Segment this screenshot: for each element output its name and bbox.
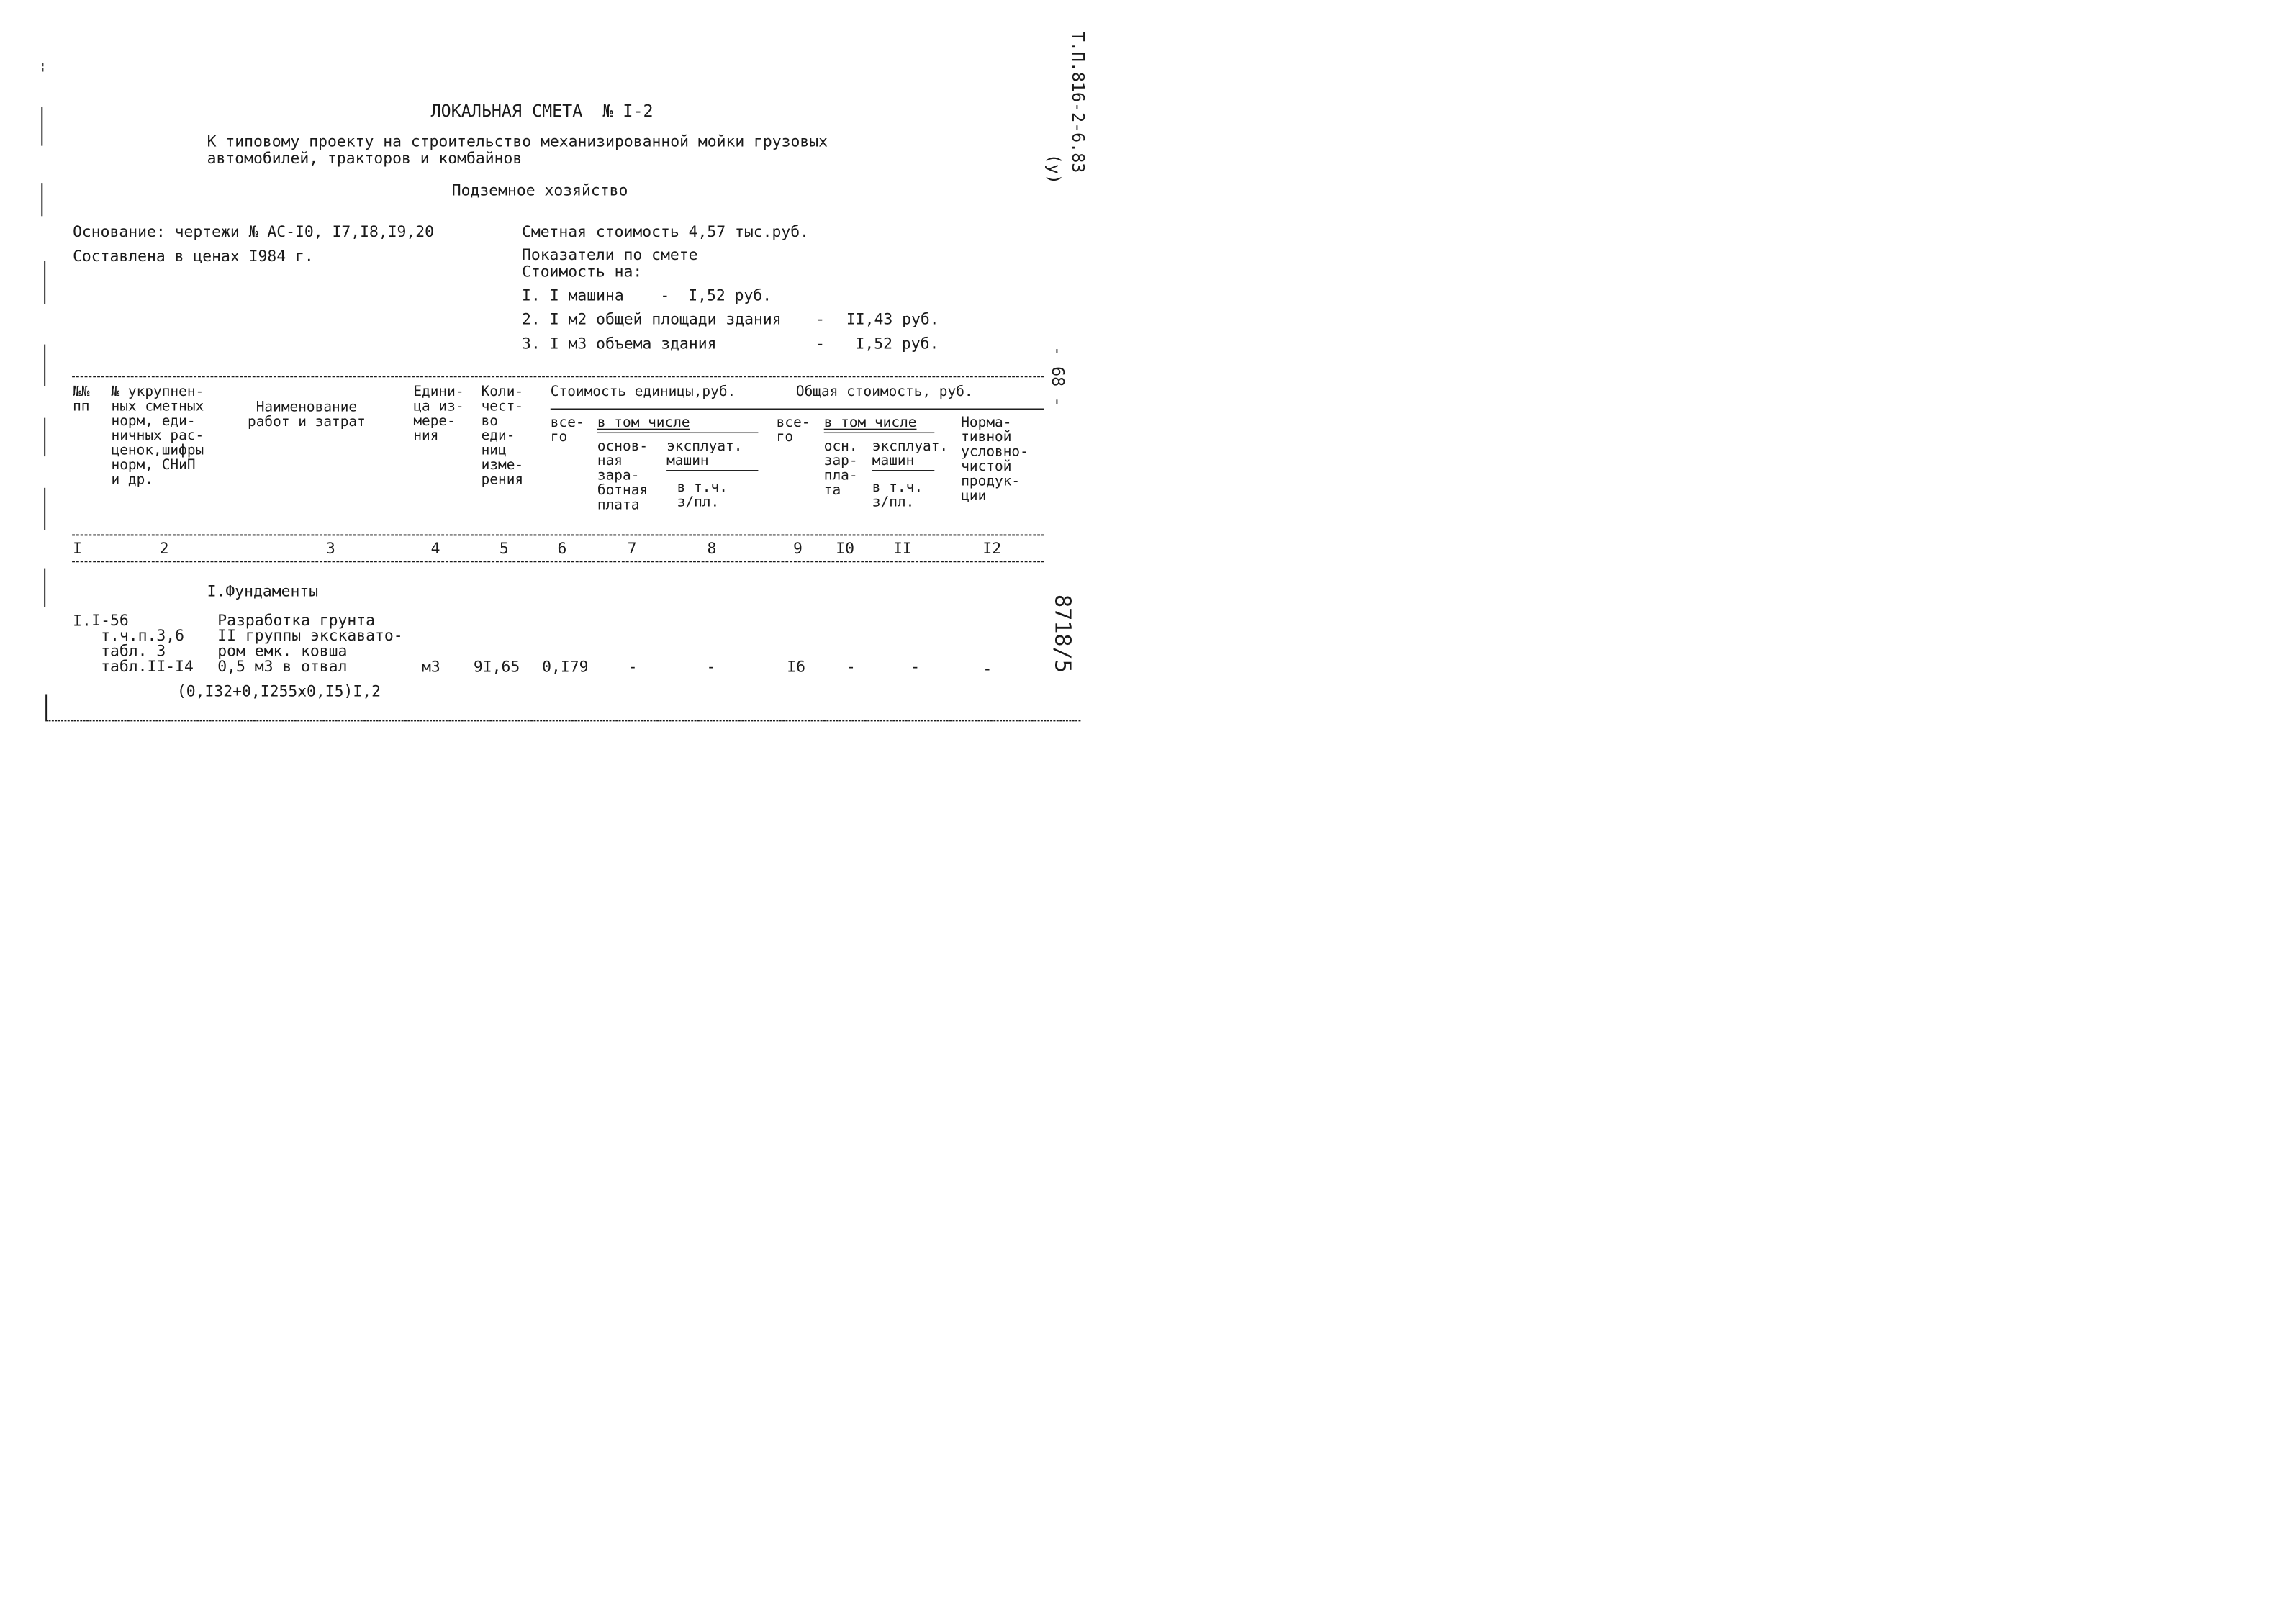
header-group-rule [551, 409, 1044, 410]
prices-text: Составлена в ценах I984 г. [73, 247, 314, 266]
column-number: I2 [982, 539, 1002, 558]
header-unit-cost: Стоимость единицы,руб. [550, 383, 736, 399]
header-total-cost: Общая стоимость, руб. [795, 383, 973, 399]
margin-mark [44, 569, 45, 607]
header-total-incl: в том числе [823, 414, 917, 430]
header-machines2-rule [872, 470, 934, 471]
margin-mark [44, 488, 45, 530]
indicator-no: 2. [521, 309, 541, 328]
header-normative: Норма- тивной условно- чистой продук- ции [961, 414, 1029, 504]
header-unit: Едини- ца из- мере- ния [413, 383, 464, 444]
column-number: 8 [707, 539, 717, 558]
page-bottom-rule [45, 720, 1080, 721]
column-number: II [892, 539, 912, 558]
document-title: ЛОКАЛЬНАЯ СМЕТА № I-2 [430, 101, 654, 121]
row-unit-cost-wage: - [628, 657, 638, 676]
row-formula: (0,I32+0,I255х0,I5)I,2 [176, 682, 381, 700]
row-work-name: Разработка грунта II группы экскавато- ром емк. ковша 0,5 м3 в отвал [217, 611, 403, 676]
margin-mark [45, 694, 47, 720]
page-number: - 68 - [1048, 346, 1068, 407]
basis-text: Основание: чертежи № АС-I0, I7,I8,I9,20 [73, 222, 435, 241]
column-number: 5 [499, 539, 509, 558]
header-osn-wage: осн. зар- пла- та [823, 438, 858, 498]
header-incl-wage: в т.ч. з/пл. [677, 479, 728, 510]
header-unit-all: все- го [550, 414, 584, 445]
indicators-title: Показатели по смете [521, 245, 698, 264]
column-number: I0 [836, 539, 855, 558]
document-subtitle-line2: автомобилей, тракторов и комбайнов [207, 149, 523, 168]
estimated-cost: Сметная стоимость 4,57 тыс.руб. [521, 222, 809, 241]
table-top-rule [72, 376, 1044, 377]
column-number: 9 [792, 539, 803, 558]
header-quantity: Коли- чест- во еди- ниц изме- рения [481, 383, 524, 488]
row-total-wage: - [846, 657, 856, 676]
archive-number: 8718/5 [1050, 594, 1076, 673]
section-title: Подземное хозяйство [451, 181, 628, 199]
column-number: 6 [557, 539, 567, 558]
header-machines: эксплуат. машин [666, 438, 743, 469]
row-norm-code: I-56 т.ч.п.3,6 табл. 3 табл.II-I4 [91, 611, 194, 676]
row-unit: м3 [421, 657, 440, 676]
header-incl-wage2: в т.ч. з/пл. [872, 479, 923, 510]
document-code: Т.П.816-2-6.83 [1068, 31, 1088, 173]
column-number: 2 [159, 539, 169, 558]
indicator-text: I м3 объема здания [549, 334, 717, 353]
indicator-text: I машина [549, 286, 624, 304]
column-number: 4 [430, 539, 440, 558]
header-bottom-rule [72, 534, 1044, 535]
indicator-dash: - [660, 286, 670, 304]
margin-tick: ¦ [40, 60, 47, 73]
row-quantity: 9I,65 [473, 657, 520, 676]
indicator-value: II,43 руб. [846, 309, 939, 328]
group-title: I.Фундаменты [207, 582, 319, 600]
header-machines2: эксплуат. машин [872, 438, 949, 469]
header-total-all: все- го [776, 414, 810, 445]
margin-mark [44, 261, 45, 304]
cost-per-title: Стоимость на: [521, 262, 643, 281]
column-number: 7 [627, 539, 637, 558]
header-machines-rule [666, 470, 758, 471]
row-total-machines: - [910, 657, 921, 676]
row-unit-cost-machines: - [706, 657, 716, 676]
header-main-wage: основ- ная зара- ботная плата [597, 438, 648, 513]
column-number-rule [72, 561, 1044, 562]
document-code-suffix: (у) [1044, 153, 1065, 184]
row-normative: - [982, 659, 993, 678]
margin-mark [41, 183, 42, 216]
indicator-value: I,52 руб. [688, 286, 772, 304]
margin-mark [44, 418, 45, 456]
indicator-dash: - [815, 334, 825, 353]
header-row-number: №№ пп [73, 383, 90, 415]
indicator-no: I. [521, 286, 541, 304]
row-number: I. [73, 611, 91, 630]
row-unit-cost-all: 0,I79 [542, 657, 589, 676]
indicator-value: I,52 руб. [855, 334, 939, 353]
indicator-text: I м2 общей площади здания [549, 309, 782, 328]
header-unit-incl: в том числе [597, 414, 690, 430]
document-page [0, 0, 1116, 784]
indicator-dash: - [815, 309, 825, 328]
margin-mark [44, 345, 45, 386]
row-total-all: I6 [787, 657, 805, 676]
column-number: I [73, 539, 82, 558]
header-work-name: Наименование работ и затрат [248, 398, 366, 430]
column-number: 3 [325, 539, 335, 558]
header-norm-code: № укрупнен- ных сметных норм, еди- ничных рас- ценок,шифры норм, СНиП и др. [111, 383, 204, 488]
indicator-no: 3. [521, 334, 541, 353]
margin-mark [41, 107, 42, 145]
document-subtitle-line1: К типовому проекту на строительство механизированной мойки грузовых [207, 132, 828, 150]
